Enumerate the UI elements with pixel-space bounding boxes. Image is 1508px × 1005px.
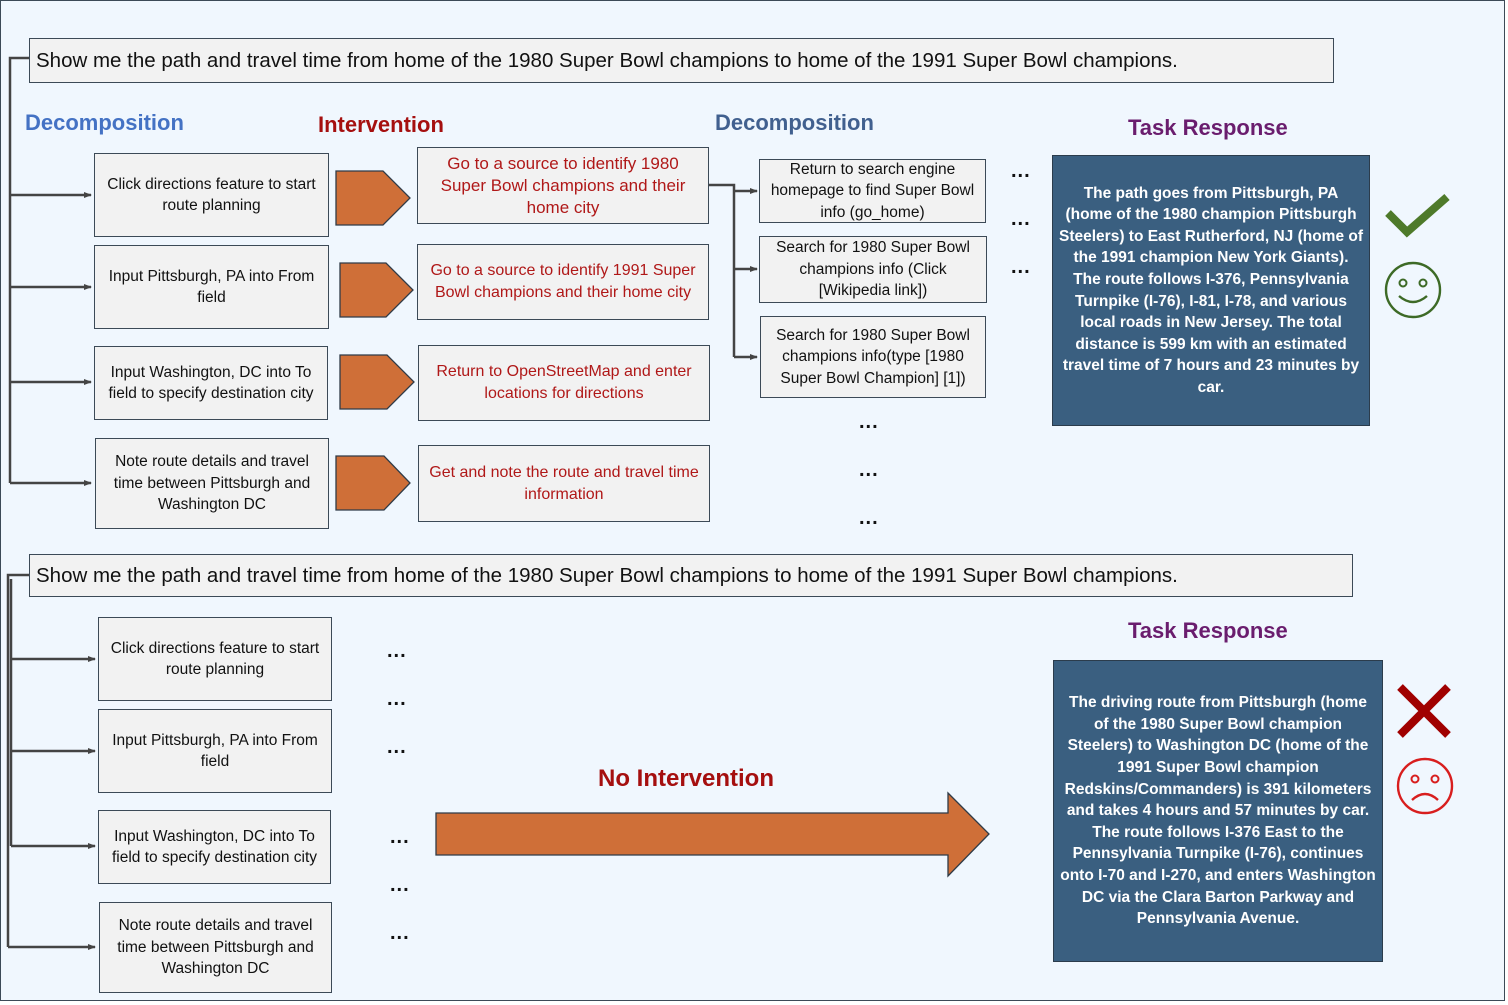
task-response-box-success: The path goes from Pittsburgh, PA (home of the 1980 champion Pittsburgh Steelers) to East Rutherford, NJ (home of the 1991 champion New York Giants). The route follows I-376, Pennsylvania Turnpike (I-76), I-81, I-78, and various local roads in New Jersey. The total distance is 599 km with an estimated travel time of 7 hours and 23 minutes by car. xyxy=(1052,155,1370,426)
ellipsis: ... xyxy=(1011,160,1031,182)
ellipsis: ... xyxy=(859,411,879,433)
heading-task-response-top: Task Response xyxy=(1128,115,1288,140)
heading-intervention: Intervention xyxy=(318,112,444,137)
step-box: Input Pittsburgh, PA into From field xyxy=(98,709,332,793)
task-query-box-top: Show me the path and travel time from home of the 1980 Super Bowl champions to home of the 1991 Super Bowl champions. xyxy=(29,38,1334,83)
task-response-box-failure: The driving route from Pittsburgh (home of the 1980 Super Bowl champion Steelers) to Washington DC (home of the 1991 Super Bowl champion Redskins/Commanders) is 391 kilometers and takes 4 hours and 57 minutes by car. The route follows I-376 East to the Pennsylvania Turnpike (I-76), continues onto I-70 and I-270, and enters Washington DC via the Clara Barton Parkway and Pennsylvania Avenue. xyxy=(1053,660,1383,962)
heading-task-response-bottom: Task Response xyxy=(1128,618,1288,643)
sub-step-box: Search for 1980 Super Bowl champions info (Click [Wikipedia link]) xyxy=(759,236,987,303)
step-box: Input Washington, DC into To field to specify destination city xyxy=(94,346,328,420)
pentagon-arrows xyxy=(336,171,414,510)
no-intervention-label: No Intervention xyxy=(598,765,775,792)
smiley-happy-icon xyxy=(1383,260,1443,320)
step-box: Input Washington, DC into To field to specify destination city xyxy=(98,810,331,884)
ellipsis: ... xyxy=(390,826,410,848)
cross-icon xyxy=(1396,683,1452,739)
check-icon xyxy=(1383,191,1453,241)
ellipsis: ... xyxy=(387,736,407,758)
step-box: Note route details and travel time between Pittsburgh and Washington DC xyxy=(99,902,332,993)
step-box: Input Pittsburgh, PA into From field xyxy=(94,245,329,329)
ellipsis: ... xyxy=(387,688,407,710)
sub-step-box: Search for 1980 Super Bowl champions info(type [1980 Super Bowl Champion] [1]) xyxy=(760,316,986,398)
ellipsis: ... xyxy=(387,640,407,662)
heading-decomposition: Decomposition xyxy=(25,110,184,135)
ellipsis: ... xyxy=(390,874,410,896)
task-query-box-bottom: Show me the path and travel time from home of the 1980 Super Bowl champions to home of the 1991 Super Bowl champions. xyxy=(29,554,1353,597)
smiley-sad-icon xyxy=(1395,756,1455,816)
step-box: Click directions feature to start route planning xyxy=(94,153,329,237)
intervention-box: Return to OpenStreetMap and enter locations for directions xyxy=(418,345,710,421)
intervention-box: Go to a source to identify 1991 Super Bowl champions and their home city xyxy=(417,244,709,320)
ellipsis: ... xyxy=(859,459,879,481)
ellipsis: ... xyxy=(859,507,879,529)
no-intervention-arrow xyxy=(436,793,989,876)
ellipsis: ... xyxy=(390,922,410,944)
intervention-box: Get and note the route and travel time information xyxy=(418,445,710,522)
heading-decomposition-2: Decomposition xyxy=(715,110,874,135)
intervention-box: Go to a source to identify 1980 Super Bowl champions and their home city xyxy=(417,147,709,224)
sub-step-box: Return to search engine homepage to find Super Bowl info (go_home) xyxy=(759,159,986,223)
step-box: Note route details and travel time between Pittsburgh and Washington DC xyxy=(95,438,329,529)
step-box: Click directions feature to start route planning xyxy=(98,617,332,701)
ellipsis: ... xyxy=(1011,256,1031,278)
ellipsis: ... xyxy=(1011,208,1031,230)
